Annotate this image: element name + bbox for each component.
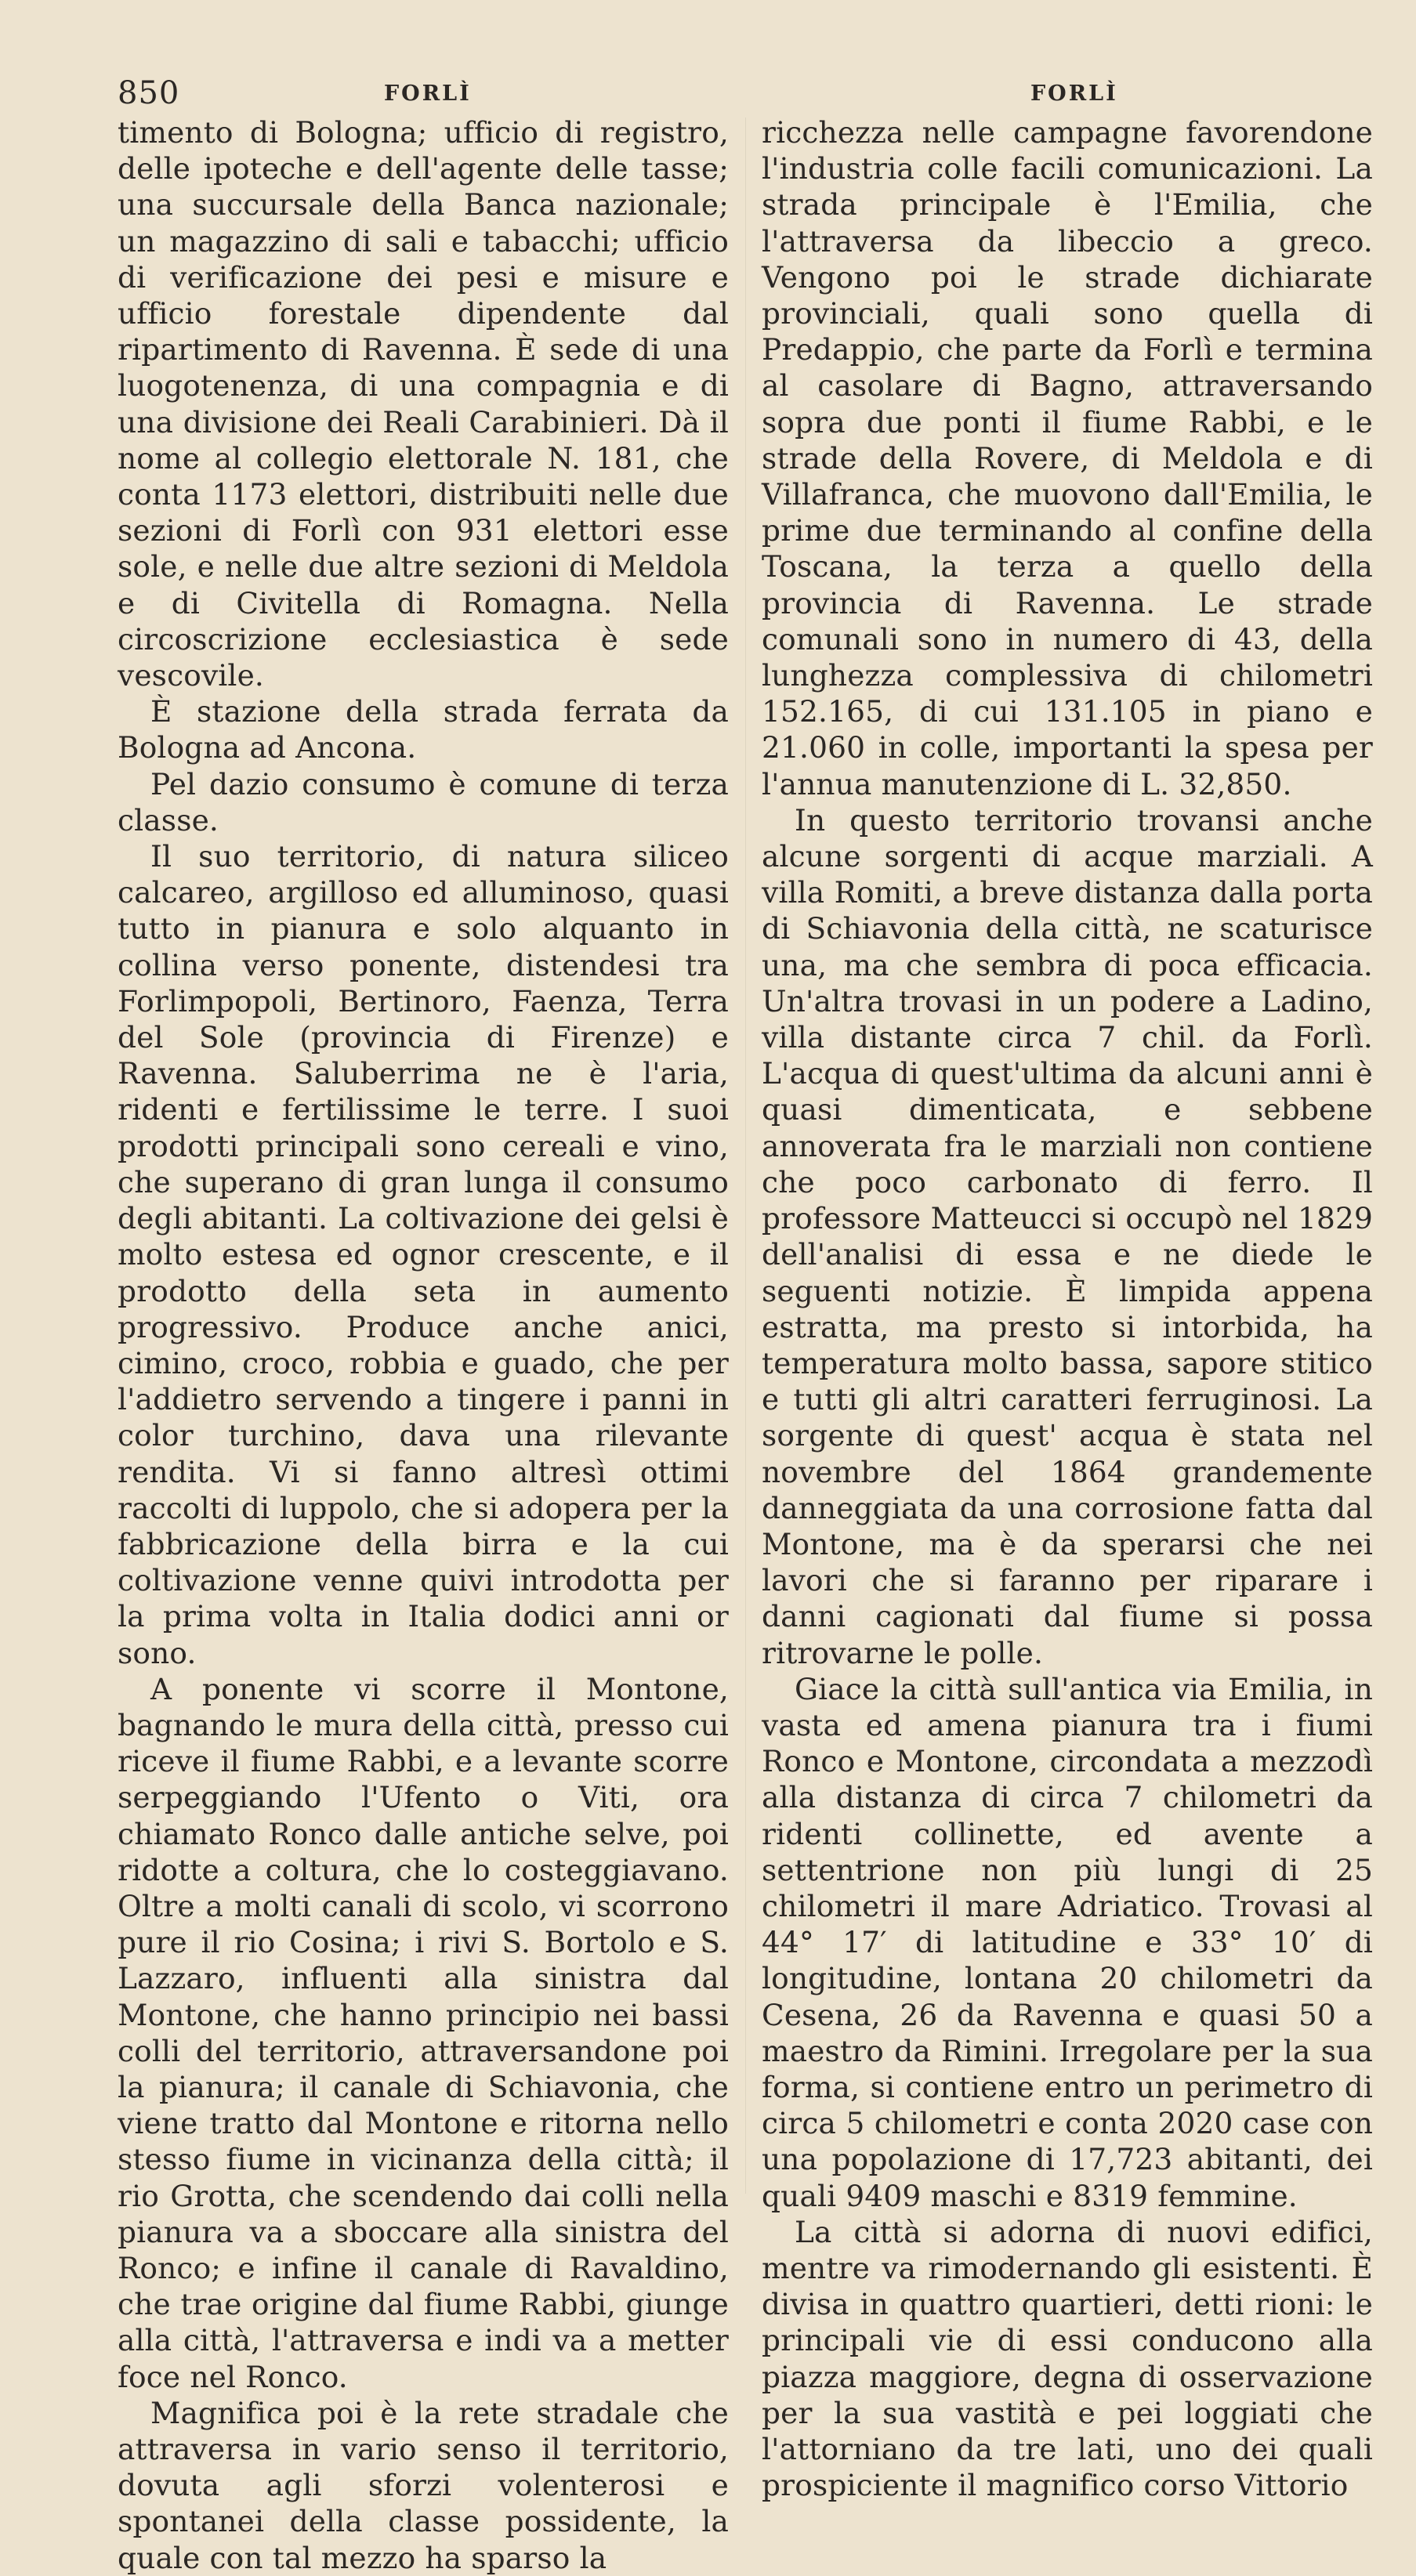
- left-column: [118, 114, 729, 2576]
- paragraph: Il suo territorio, di natura siliceo calcareo, argilloso ed alluminoso, quasi tutto in pianura e solo alquanto in collina verso ponente, distendesi tra Forlimpopoli, Bertinoro, Faenza, Terra del Sole (provincia di Firenze) e Ravenna. Saluberrima ne è l'aria, ridenti e fertilissime le terre. I suoi prodotti principali sono cereali e vino, che superano di gran lunga il consumo degli abitanti. La coltivazione dei gelsi è molto estesa ed ognor crescente, e il prodotto della seta in aumento progressivo. Produce anche anici, cimino, croco, robbia e guado, che per l'addietro servendo a tingere i panni in color turchino, dava una rilevante rendita. Vi si fanno altresì ottimi raccolti di luppolo, che si adopera per la fabbricazione della birra e la cui coltivazione venne quivi introdotta per la prima volta in Italia dodici anni or sono.: [118, 839, 729, 1670]
- page-number: 850: [118, 75, 180, 111]
- right-column: [762, 114, 1373, 2503]
- paragraph: La città si adorna di nuovi edifici, mentre va rimodernando gli esistenti. È divisa in quattro quartieri, detti rioni: le principali vie di essi conducono alla piazza maggiore, degna di osservazione per la sua vastità e pei loggiati che l'attorniano da tre lati, uno dei quali prospiciente il magnifico corso Vittorio: [762, 2214, 1373, 2503]
- paragraph: timento di Bologna; ufficio di registro, delle ipoteche e dell'agente delle tasse; una succursale della Banca nazionale; un magazzino di sali e tabacchi; ufficio di verificazione dei pesi e misure e ufficio forestale dipendente dal ripartimento di Ravenna. È sede di una luogotenenza, di una compagnia e di una divisione dei Reali Carabinieri. Dà il nome al collegio elettorale N. 181, che conta 1173 elettori, distribuiti nelle due sezioni di Forlì con 931 elettori esse sole, e nelle due altre sezioni di Meldola e di Civitella di Romagna. Nella circoscrizione ecclesiastica è sede vescovile.: [118, 115, 729, 693]
- paragraph: Giace la città sull'antica via Emilia, in vasta ed amena pianura tra i fiumi Ronco e Montone, circondata a mezzodì alla distanza di circa 7 chilometri da ridenti collinette, ed avente a settentrione non più lungi di 25 chilometri il mare Adriatico. Trovasi al 44° 17′ di latitudine e 33° 10′ di longitudine, lontana 20 chilometri da Cesena, 26 da Ravenna e quasi 50 a maestro da Rimini. Irregolare per la sua forma, si contiene entro un perimetro di circa 5 chilometri e conta 2020 case con una popolazione di 17,723 abitanti, dei quali 9409 maschi e 8319 femmine.: [762, 1671, 1373, 2213]
- paragraph: In questo territorio trovansi anche alcune sorgenti di acque marziali. A villa Romiti, a breve distanza dalla porta di Schiavonia della città, ne scaturisce una, ma che sembra di poca efficacia. Un'altra trovasi in un podere a Ladino, villa distante circa 7 chil. da Forlì. L'acqua di quest'ultima da alcuni anni è quasi dimenticata, e sebbene annoverata fra le marziali non contiene che poco carbonato di ferro. Il professore Matteucci si occupò nel 1829 dell'analisi di essa e ne diede le seguenti notizie. È limpida appena estratta, ma presto si intorbida, ha temperatura molto bassa, sapore stitico e tutti gli altri caratteri ferruginosi. La sorgente di quest' acqua è stata nel novembre del 1864 grandemente danneggiata da una corrosione fatta dal Montone, ma è da sperarsi che nei lavori che si faranno per riparare i danni cagionati dal fiume si possa ritrovarne le polle.: [762, 802, 1373, 1670]
- paragraph: ricchezza nelle campagne favorendone l'industria colle facili comunicazioni. La strada principale è l'Emilia, che l'attraversa da libeccio a greco. Vengono poi le strade dichiarate provinciali, quali sono quella di Predappio, che parte da Forlì e termina al casolare di Bagno, attraversando sopra due ponti il fiume Rabbi, e le strade della Rovere, di Meldola e di Villafranca, che muovono dall'Emilia, le prime due terminando al confine della Toscana, la terza a quello della provincia di Ravenna. Le strade comunali sono in numero di 43, della lunghezza complessiva di chilometri 152.165, di cui 131.105 in piano e 21.060 in colle, importanti la spesa per l'annua manutenzione di L. 32,850.: [762, 115, 1373, 801]
- paragraph: Magnifica poi è la rete stradale che attraversa in vario senso il territorio, dovuta agli sforzi volenterosi e spontanei della classe possidente, la quale con tal mezzo ha sparso la: [118, 2395, 729, 2575]
- paragraph: È stazione della strada ferrata da Bologna ad Ancona.: [118, 694, 729, 765]
- paragraph: A ponente vi scorre il Montone, bagnando le mura della città, presso cui riceve il fiume Rabbi, e a levante scorre serpeggiando l'Ufento o Viti, ora chiamato Ronco dalle antiche selve, poi ridotte a coltura, che lo costeggiavano. Oltre a molti canali di scolo, vi scorrono pure il rio Cosina; i rivi S. Bortolo e S. Lazzaro, influenti alla sinistra dal Montone, che hanno principio nei bassi colli del territorio, attraversandone poi la pianura; il canale di Schiavonia, che viene tratto dal Montone e ritorna nello stesso fiume in vicinanza della città; il rio Grotta, che scendendo dai colli nella pianura va a sboccare alla sinistra del Ronco; e infine il canale di Ravaldino, che trae origine dal fiume Rabbi, giunge alla città, l'attraversa e indi va a metter foce nel Ronco.: [118, 1671, 729, 2394]
- paragraph: Pel dazio consumo è comune di terza classe.: [118, 766, 729, 838]
- running-head-right: FORLÌ: [1030, 81, 1118, 106]
- column-divider: [745, 118, 746, 2194]
- running-head-left: FORLÌ: [384, 81, 472, 106]
